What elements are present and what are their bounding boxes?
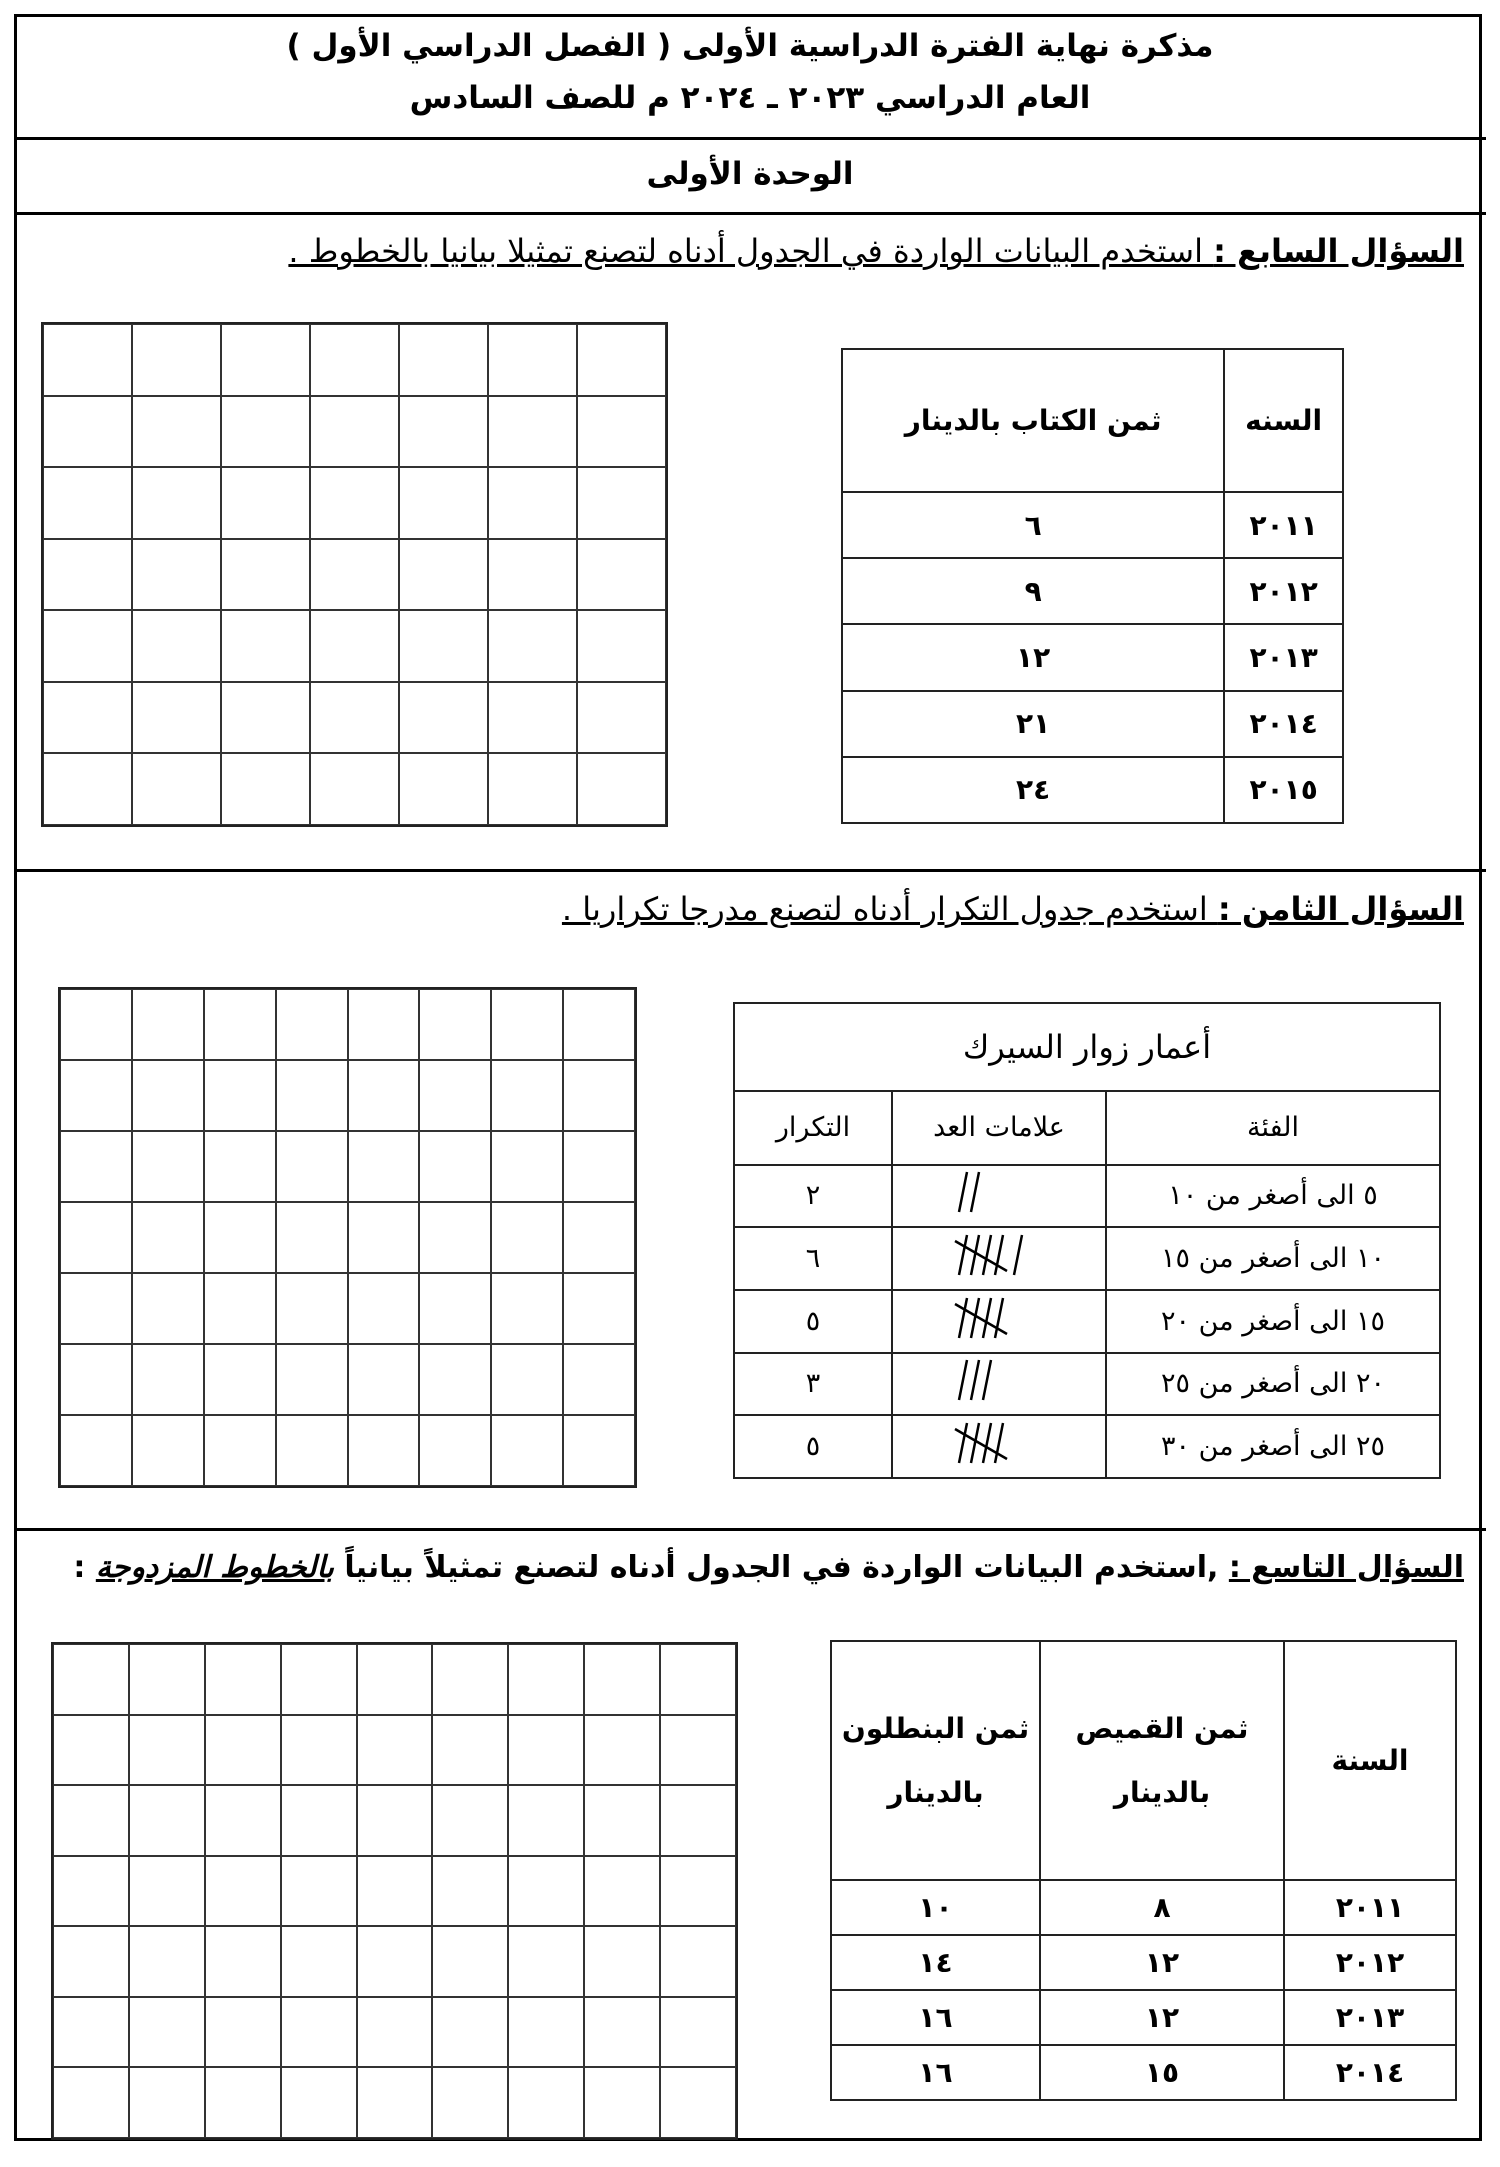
unit-title: الوحدة الأولى [646, 156, 854, 192]
frequency-cell: ٦ [734, 1227, 892, 1290]
grid-cell [508, 1997, 584, 2068]
class-cell: ١٠ الى أصغر من ١٥ [1106, 1227, 1440, 1290]
year-cell: ٢٠١٥ [1224, 757, 1343, 823]
price-cell: ٩ [842, 558, 1224, 624]
pants-price-cell: ١٦ [831, 2045, 1040, 2100]
grid-cell [419, 989, 491, 1060]
grid-cell [132, 467, 221, 539]
grid-cell [399, 539, 488, 611]
grid-cell [205, 1926, 281, 1997]
tally-marks-icon [939, 1419, 1059, 1467]
year-cell: ٢٠١٤ [1224, 691, 1343, 757]
tally-marks-icon [939, 1168, 1059, 1216]
grid-cell [348, 1344, 420, 1415]
grid-cell [660, 1715, 736, 1786]
grid-cell [563, 1415, 635, 1486]
grid-cell [221, 539, 310, 611]
frequency-cell: ٥ [734, 1415, 892, 1478]
header-price: ثمن الكتاب بالدينار [842, 349, 1224, 492]
grid-cell [584, 1715, 660, 1786]
tally-marks-icon [939, 1294, 1059, 1342]
tally-mark [959, 1235, 967, 1275]
grid-cell [205, 1644, 281, 1715]
divider [14, 212, 1486, 215]
grid-cell [584, 1785, 660, 1856]
grid-cell [310, 467, 399, 539]
grid-cell [660, 1785, 736, 1856]
year-cell: ٢٠١٢ [1224, 558, 1343, 624]
table-row [734, 1353, 1440, 1416]
grid-cell [432, 1785, 508, 1856]
grid-cell [53, 1926, 129, 1997]
grid-cell [348, 1202, 420, 1273]
grid-cell [43, 396, 132, 468]
grid-cell [357, 1644, 433, 1715]
table-row [842, 757, 1343, 823]
grid-cell [508, 1715, 584, 1786]
grid-cell [132, 396, 221, 468]
grid-cell [357, 1715, 433, 1786]
grid-cell [491, 1060, 563, 1131]
year-cell: ٢٠١٢ [1284, 1935, 1456, 1990]
tally-mark [983, 1423, 991, 1463]
tally-marks-icon [939, 1356, 1059, 1404]
grid-cell [508, 1785, 584, 1856]
grid-cell [348, 1060, 420, 1131]
grid-cell [660, 2067, 736, 2138]
grid-cell [660, 1644, 736, 1715]
graph-grid [58, 987, 637, 1488]
header-shirt: ثمن القميص بالدينار [1040, 1641, 1284, 1880]
grid-cell [53, 1785, 129, 1856]
header-title: مذكرة نهاية الفترة الدراسية الأولى ( الفصل الدراسي الأول ) [286, 28, 1214, 64]
grid-cell [43, 610, 132, 682]
grid-cell [357, 1997, 433, 2068]
grid-cell [399, 610, 488, 682]
grid-cell [310, 610, 399, 682]
grid-cell [221, 467, 310, 539]
grid-cell [204, 1415, 276, 1486]
pants-price-cell: ١٠ [831, 1880, 1040, 1935]
tally-mark [959, 1298, 967, 1338]
header-year: السنه [1224, 349, 1343, 492]
grid-cell [432, 1926, 508, 1997]
tally-mark [971, 1172, 979, 1212]
table-row [734, 1290, 1440, 1353]
grid-cell [221, 324, 310, 396]
grid-cell [432, 1997, 508, 2068]
grid-cell [577, 467, 666, 539]
grid-cell [419, 1202, 491, 1273]
tally-cell [892, 1165, 1106, 1228]
grid-cell [204, 1344, 276, 1415]
grid-cell [399, 753, 488, 825]
grid-cell [53, 1644, 129, 1715]
grid-cell [205, 1997, 281, 2068]
grid-cell [205, 1785, 281, 1856]
grid-cell [204, 989, 276, 1060]
question-emphasis: بالخطوط المزدوجة [95, 1550, 334, 1585]
grid-cell [584, 1997, 660, 2068]
header-frequency: التكرار [734, 1091, 892, 1164]
grid-cell [281, 1926, 357, 1997]
grid-cell [310, 682, 399, 754]
price-cell: ٦ [842, 492, 1224, 558]
tally-mark [971, 1360, 979, 1400]
divider [14, 1528, 1486, 1531]
grid-cell [132, 1415, 204, 1486]
grid-cell [43, 467, 132, 539]
table-row [842, 558, 1343, 624]
grid-cell [357, 1926, 433, 1997]
frequency-cell: ٣ [734, 1353, 892, 1416]
grid-cell [577, 396, 666, 468]
grid-cell [584, 2067, 660, 2138]
table-row [831, 1880, 1456, 1935]
grid-cell [205, 1856, 281, 1927]
grid-cell [310, 753, 399, 825]
grid-cell [357, 2067, 433, 2138]
price-cell: ٢١ [842, 691, 1224, 757]
grid-cell [53, 1856, 129, 1927]
grid-cell [43, 539, 132, 611]
table-row [842, 492, 1343, 558]
grid-cell [488, 753, 577, 825]
grid-cell [205, 2067, 281, 2138]
grid-cell [204, 1202, 276, 1273]
grid-cell [357, 1785, 433, 1856]
table-row [831, 2045, 1456, 2100]
grid-cell [399, 682, 488, 754]
header-tally: علامات العد [892, 1091, 1106, 1164]
tally-marks-icon [939, 1231, 1059, 1279]
tally-mark [983, 1360, 991, 1400]
grid-cell [508, 1856, 584, 1927]
grid-cell [348, 1415, 420, 1486]
divider [14, 137, 1486, 140]
tally-cell [892, 1415, 1106, 1478]
year-cell: ٢٠١٤ [1284, 2045, 1456, 2100]
tally-cell [892, 1353, 1106, 1416]
year-cell: ٢٠١١ [1224, 492, 1343, 558]
header-pants: ثمن البنطلون بالدينار [831, 1641, 1040, 1880]
grid-cell [276, 1273, 348, 1344]
frequency-cell: ٢ [734, 1165, 892, 1228]
grid-cell [399, 467, 488, 539]
shirt-price-cell: ١٢ [1040, 1935, 1284, 1990]
grid-cell [419, 1344, 491, 1415]
grid-cell [577, 539, 666, 611]
tally-mark [959, 1172, 967, 1212]
grid-cell [221, 753, 310, 825]
question-label: السؤال السابع : [1213, 232, 1464, 270]
table-row [831, 1935, 1456, 1990]
grid-cell [281, 1856, 357, 1927]
grid-cell [132, 539, 221, 611]
question-9 [73, 1550, 1464, 1585]
grid-cell [563, 1202, 635, 1273]
grid-cell [310, 324, 399, 396]
grid-cell [419, 1273, 491, 1344]
grid-cell [60, 989, 132, 1060]
question-text: استخدم البيانات الواردة في الجدول أدناه لتصنع تمثيلا بيانيا بالخطوط . [288, 232, 1214, 270]
pants-price-cell: ١٦ [831, 1990, 1040, 2045]
grid-cell [577, 682, 666, 754]
grid-cell [129, 2067, 205, 2138]
grid-cell [310, 396, 399, 468]
grid-cell [563, 1273, 635, 1344]
grid-cell [276, 1131, 348, 1202]
grid-cell [357, 1856, 433, 1927]
grid-cell [563, 989, 635, 1060]
data-table [830, 1640, 1457, 2101]
grid-cell [660, 1997, 736, 2068]
header-year: السنة [1284, 1641, 1456, 1880]
grid-cell [281, 1785, 357, 1856]
grid-cell [60, 1415, 132, 1486]
grid-cell [60, 1131, 132, 1202]
tally-mark [959, 1360, 967, 1400]
grid-cell [399, 324, 488, 396]
grid-cell [491, 989, 563, 1060]
grid-cell [221, 610, 310, 682]
grid-cell [132, 753, 221, 825]
grid-cell [281, 1715, 357, 1786]
grid-cell [53, 1715, 129, 1786]
grid-cell [43, 753, 132, 825]
tally-mark [959, 1423, 967, 1463]
table-row [734, 1415, 1440, 1478]
grid-cell [563, 1131, 635, 1202]
grid-cell [132, 610, 221, 682]
grid-cell [43, 682, 132, 754]
grid-cell [563, 1060, 635, 1131]
grid-cell [132, 1202, 204, 1273]
table-row [831, 1990, 1456, 2045]
question-7 [288, 232, 1464, 270]
grid-cell [348, 1273, 420, 1344]
grid-cell [310, 539, 399, 611]
question-text: استخدم جدول التكرار أدناه لتصنع مدرجا تكراريا . [561, 890, 1218, 928]
data-table [841, 348, 1344, 824]
graph-grid [51, 1642, 738, 2140]
grid-cell [60, 1060, 132, 1131]
table-title: أعمار زوار السيرك [734, 1003, 1440, 1091]
grid-cell [660, 1926, 736, 1997]
grid-cell [132, 1344, 204, 1415]
grid-cell [129, 1997, 205, 2068]
grid-cell [221, 396, 310, 468]
grid-cell [419, 1131, 491, 1202]
table-row [734, 1227, 1440, 1290]
grid-cell [432, 2067, 508, 2138]
grid-cell [129, 1926, 205, 1997]
grid-cell [204, 1273, 276, 1344]
grid-cell [348, 1131, 420, 1202]
grid-cell [488, 467, 577, 539]
pants-price-cell: ١٤ [831, 1935, 1040, 1990]
grid-cell [221, 682, 310, 754]
shirt-price-cell: ١٥ [1040, 2045, 1284, 2100]
table-row [842, 624, 1343, 690]
grid-cell [577, 610, 666, 682]
year-cell: ٢٠١١ [1284, 1880, 1456, 1935]
tally-cell [892, 1290, 1106, 1353]
grid-cell [419, 1060, 491, 1131]
tally-mark [983, 1298, 991, 1338]
grid-cell [204, 1060, 276, 1131]
grid-cell [276, 1060, 348, 1131]
grid-cell [276, 1202, 348, 1273]
year-cell: ٢٠١٣ [1224, 624, 1343, 690]
grid-cell [129, 1644, 205, 1715]
grid-cell [584, 1856, 660, 1927]
price-cell: ١٢ [842, 624, 1224, 690]
table-row [734, 1165, 1440, 1228]
grid-cell [399, 396, 488, 468]
grid-cell [488, 682, 577, 754]
frequency-table [733, 1002, 1441, 1479]
grid-cell [281, 2067, 357, 2138]
year-cell: ٢٠١٣ [1284, 1990, 1456, 2045]
grid-cell [53, 1997, 129, 2068]
grid-cell [488, 396, 577, 468]
tally-cell [892, 1227, 1106, 1290]
shirt-price-cell: ١٢ [1040, 1990, 1284, 2045]
grid-cell [281, 1644, 357, 1715]
question-text: ,استخدم البيانات الواردة في الجدول أدناه لتصنع تمثيلاً بيانياً [333, 1550, 1229, 1585]
grid-cell [204, 1131, 276, 1202]
grid-cell [276, 1344, 348, 1415]
grid-cell [491, 1415, 563, 1486]
question-label: السؤال التاسع : [1228, 1550, 1464, 1585]
divider [14, 869, 1486, 872]
grid-cell [348, 989, 420, 1060]
grid-cell [132, 682, 221, 754]
tally-mark [1014, 1235, 1022, 1275]
class-cell: ٢٠ الى أصغر من ٢٥ [1106, 1353, 1440, 1416]
price-cell: ٢٤ [842, 757, 1224, 823]
grid-cell [488, 324, 577, 396]
grid-cell [129, 1785, 205, 1856]
table-row [842, 691, 1343, 757]
graph-grid [41, 322, 668, 827]
grid-cell [491, 1273, 563, 1344]
grid-cell [577, 324, 666, 396]
grid-cell [508, 1926, 584, 1997]
header-class: الفئة [1106, 1091, 1440, 1164]
grid-cell [276, 1415, 348, 1486]
grid-cell [60, 1344, 132, 1415]
grid-cell [584, 1644, 660, 1715]
grid-cell [488, 539, 577, 611]
grid-cell [129, 1715, 205, 1786]
tally-mark [983, 1235, 991, 1275]
grid-cell [432, 1856, 508, 1927]
grid-cell [584, 1926, 660, 1997]
grid-cell [43, 324, 132, 396]
grid-cell [508, 1644, 584, 1715]
grid-cell [132, 324, 221, 396]
grid-cell [60, 1202, 132, 1273]
grid-cell [281, 1997, 357, 2068]
grid-cell [276, 989, 348, 1060]
header-subtitle: العام الدراسي ٢٠٢٣ ـ ٢٠٢٤ م للصف السادس [409, 80, 1091, 116]
grid-cell [129, 1856, 205, 1927]
shirt-price-cell: ٨ [1040, 1880, 1284, 1935]
grid-cell [132, 989, 204, 1060]
grid-cell [491, 1202, 563, 1273]
grid-cell [491, 1344, 563, 1415]
grid-cell [577, 753, 666, 825]
class-cell: ٥ الى أصغر من ١٠ [1106, 1165, 1440, 1228]
grid-cell [60, 1273, 132, 1344]
class-cell: ١٥ الى أصغر من ٢٠ [1106, 1290, 1440, 1353]
question-8 [562, 890, 1464, 928]
question-end: : [73, 1550, 96, 1585]
grid-cell [432, 1644, 508, 1715]
grid-cell [563, 1344, 635, 1415]
grid-cell [491, 1131, 563, 1202]
grid-cell [205, 1715, 281, 1786]
grid-cell [419, 1415, 491, 1486]
grid-cell [132, 1131, 204, 1202]
grid-cell [508, 2067, 584, 2138]
grid-cell [488, 610, 577, 682]
grid-cell [132, 1060, 204, 1131]
grid-cell [432, 1715, 508, 1786]
frequency-cell: ٥ [734, 1290, 892, 1353]
grid-cell [53, 2067, 129, 2138]
grid-cell [132, 1273, 204, 1344]
question-label: السؤال الثامن : [1217, 890, 1464, 928]
grid-cell [660, 1856, 736, 1927]
class-cell: ٢٥ الى أصغر من ٣٠ [1106, 1415, 1440, 1478]
